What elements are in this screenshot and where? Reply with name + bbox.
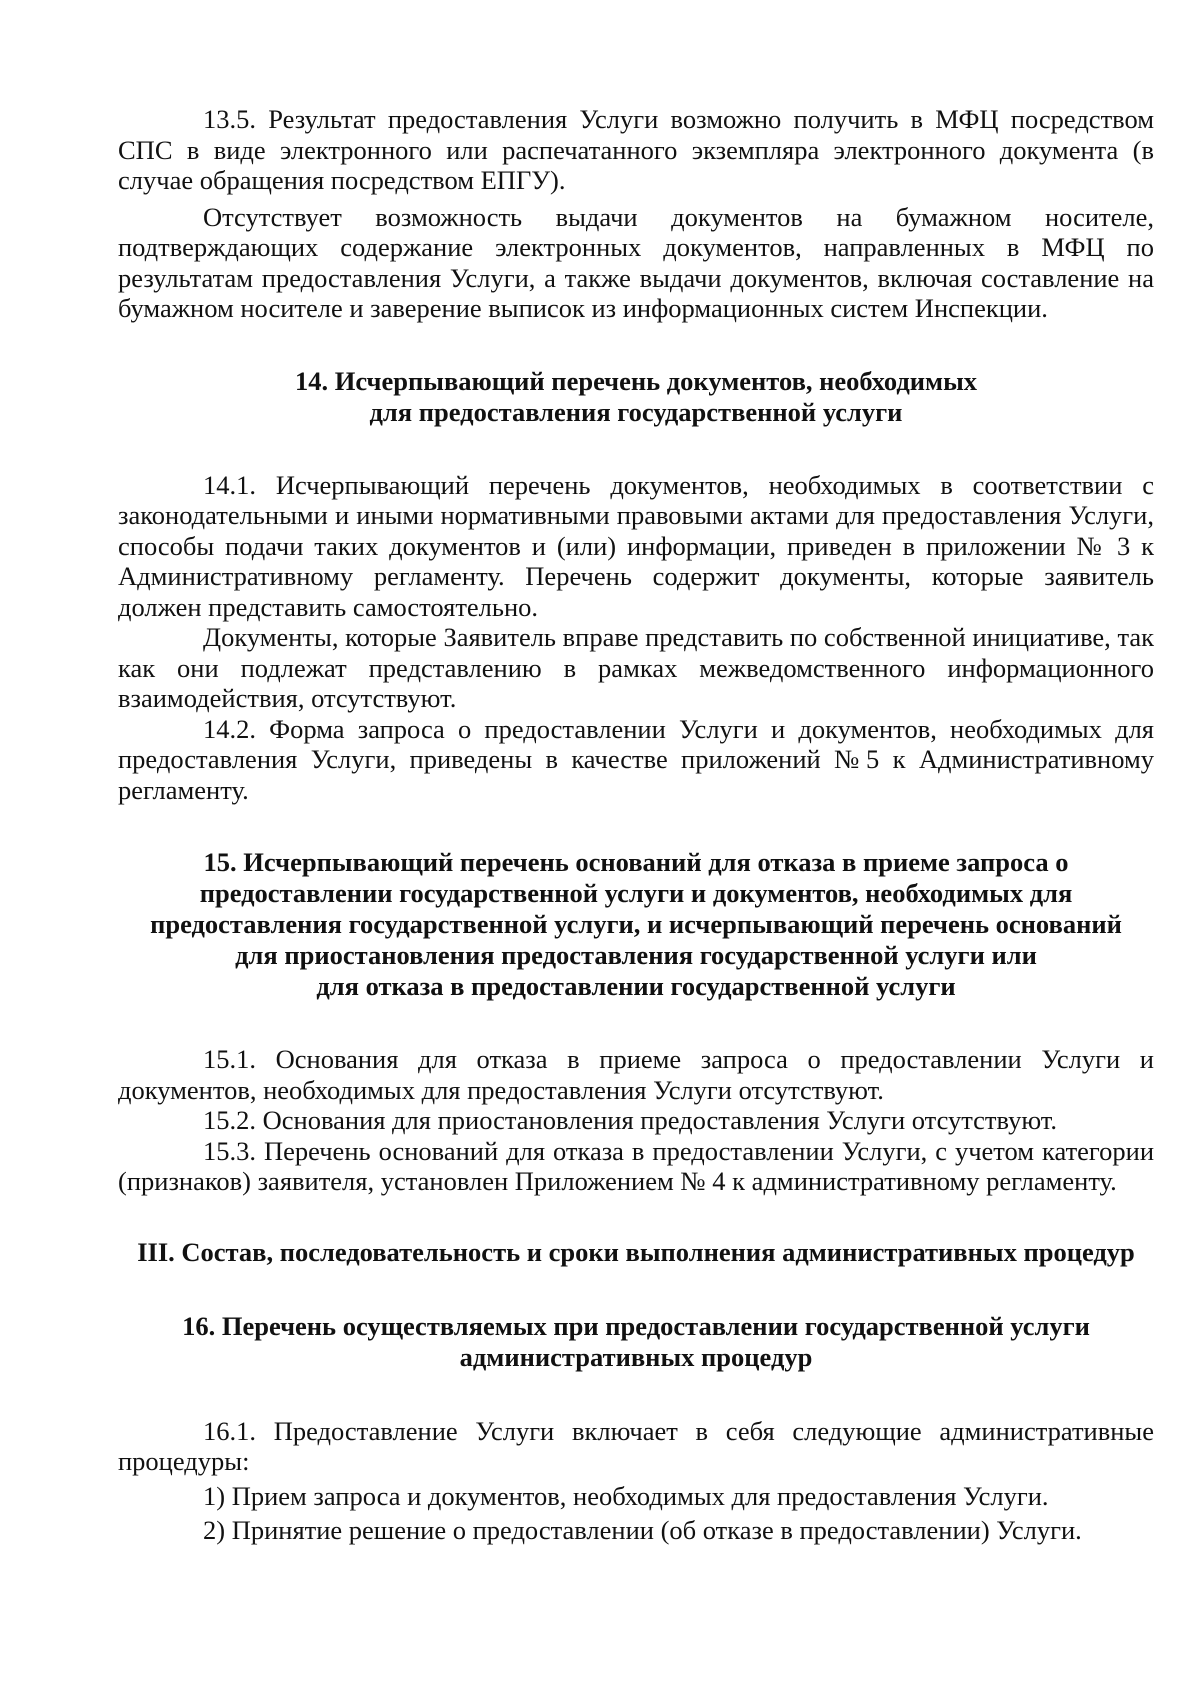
heading-line: предоставления государственной услуги, и исчерпывающий перечень оснований [150,909,1122,939]
chapter-3-heading [118,1237,1154,1268]
heading-line: для предоставления государственной услуги [369,396,903,427]
heading-line: для приостановления предоставления государственной услуги или [235,940,1037,970]
paragraph-14-1: 14.1. Исчерпывающий перечень документов, необходимых в соответствии с законодательными и иными нормативными правовыми актами для предоставления Услуги, способы подачи таких документов и (или) информации, приведен в приложении № 3 к Административному регламенту. Перечень содержит документы, которые заявитель должен представить самостоятельно. [118,469,1154,622]
paragraph-16-1: 16.1. Предоставление Услуги включает в себя следующие административные процедуры: [118,1415,1154,1476]
list-item: 1) Прием запроса и документов, необходимых для предоставления Услуги. [203,1480,1049,1511]
heading-line: III. Состав, последовательность и сроки выполнения административных процедур [137,1236,1135,1267]
section-15-heading [118,847,1154,1002]
paragraph-14-2: 14.2. Форма запроса о предоставлении Услуги и документов, необходимых для предоставления Услуги, приведены в качестве приложений №5 к Административному регламенту. [118,713,1154,805]
section-15 [118,1044,1154,1197]
heading-line: 16. Перечень осуществляемых при предоставлении государственной услуги [182,1310,1090,1341]
list-item: 2) Принятие решение о предоставлении (об отказе в предоставлении) Услуги. [203,1515,1082,1545]
paragraph-15-1: 15.1. Основания для отказа в приеме запроса о предоставлении Услуги и документов, необходимых для предоставления Услуги отсутствуют. [118,1044,1154,1105]
heading-line: предоставлении государственной услуги и документов, необходимых для [199,878,1073,908]
section-16 [118,1416,1154,1546]
paragraph-15-3: 15.3. Перечень оснований для отказа в предоставлении Услуги, с учетом категории (признаков) заявителя, установлен Приложением № 4 к административному регламенту. [118,1135,1154,1196]
section-16-heading [118,1311,1154,1373]
paragraph-15-2: 15.2. Основания для приостановления предоставления Услуги отсутствуют. [203,1105,1058,1135]
section-14-heading [118,366,1154,428]
heading-line: административных процедур [459,1341,813,1372]
paragraph-14-1-continued: Документы, которые Заявитель вправе представить по собственной инициативе, так как они подлежат представлению в рамках межведомственного информационного взаимодействия, отсутствуют. [118,622,1154,713]
section-13 [118,104,1154,324]
section-14 [118,470,1154,806]
heading-line: для отказа в предоставлении государственной услуги [316,971,956,1001]
paragraph-13-5: 13.5. Результат предоставления Услуги возможно получить в МФЦ посредством СПС в виде электронного или распечатанного экземпляра электронного документа (в случае обращения посредством ЕПГУ). [118,104,1154,195]
paragraph-13-5-continued: Отсутствует возможность выдачи документов на бумажном носителе, подтверждающих содержание электронных документов, направленных в МФЦ по результатам предоставления Услуги, а также выдачи документов, включая составление на бумажном носителе и заверение выписок из информационных систем Инспекции. [118,201,1154,323]
heading-line: 15. Исчерпывающий перечень оснований для отказа в приеме запроса о [203,847,1069,877]
heading-line: 14. Исчерпывающий перечень документов, необходимых [294,365,978,396]
